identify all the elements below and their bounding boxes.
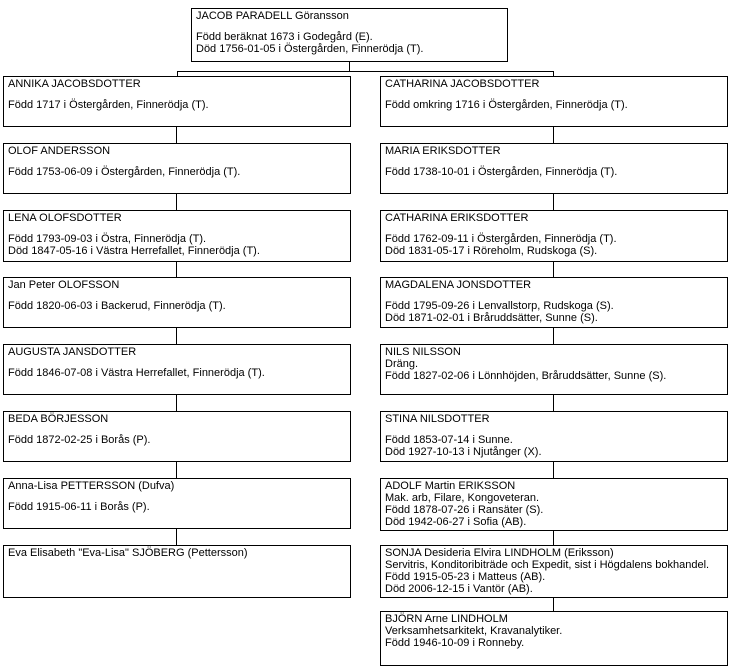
person-fact: Död 1871-02-01 i Bråruddsätter, Sunne (S). bbox=[385, 312, 598, 324]
person-occupation: Servitris, Konditoribiträde och Expedit, sist i Högdalens bokhandel. bbox=[385, 559, 710, 571]
right-connector-8 bbox=[553, 598, 554, 611]
person-name: NILS NILSSON bbox=[385, 346, 461, 358]
person-fact: Född 1795-09-26 i Lenvallstorp, Rudskoga (S). bbox=[385, 300, 614, 312]
person-fact: Född 1753-06-09 i Östergården, Finnerödja (T). bbox=[8, 166, 241, 178]
person-name: LENA OLOFSDOTTER bbox=[8, 212, 122, 224]
person-name: BEDA BÖRJESSON bbox=[8, 413, 109, 425]
left-person-box-3 bbox=[3, 210, 351, 262]
right-person-box-9 bbox=[380, 611, 728, 666]
left-person-box-2 bbox=[3, 143, 351, 194]
person-fact: Död 2006-12-15 i Vantör (AB). bbox=[385, 583, 533, 595]
person-fact: Död 1831-05-17 i Röreholm, Rudskoga (S). bbox=[385, 245, 598, 257]
person-name: MARIA ERIKSDOTTER bbox=[385, 145, 501, 157]
right-connector-3 bbox=[553, 262, 554, 277]
person-name: OLOF ANDERSSON bbox=[8, 145, 111, 157]
right-connector-1 bbox=[553, 127, 554, 143]
right-person-box-1 bbox=[380, 76, 728, 127]
person-fact: Född 1738-10-01 i Östergården, Finnerödja (T). bbox=[385, 166, 618, 178]
person-fact: Född 1946-10-09 i Ronneby. bbox=[385, 637, 525, 649]
person-fact: Född 1872-02-25 i Borås (P). bbox=[8, 434, 151, 446]
person-name: STINA NILSDOTTER bbox=[385, 413, 490, 425]
right-person-box-7 bbox=[380, 478, 728, 531]
person-fact: Född 1717 i Östergården, Finnerödja (T). bbox=[8, 99, 209, 111]
left-person-box-6 bbox=[3, 411, 351, 462]
left-person-box-7 bbox=[3, 478, 351, 529]
person-fact: Född 1793-09-03 i Östra, Finnerödja (T). bbox=[8, 233, 207, 245]
person-box-root bbox=[191, 8, 508, 62]
person-name: MAGDALENA JONSDOTTER bbox=[385, 279, 532, 291]
person-fact: Född beräknat 1673 i Godegård (E). bbox=[196, 31, 373, 43]
person-name: AUGUSTA JANSDOTTER bbox=[8, 346, 137, 358]
person-occupation: Dräng. bbox=[385, 358, 419, 370]
left-person-box-1 bbox=[3, 76, 351, 127]
person-occupation: Mak. arb, Filare, Kongoveteran. bbox=[385, 492, 540, 504]
person-name: JACOB PARADELL Göransson bbox=[196, 10, 349, 22]
person-name: ANNIKA JACOBSDOTTER bbox=[8, 78, 141, 90]
person-name: Anna-Lisa PETTERSSON (Dufva) bbox=[8, 480, 175, 492]
right-person-box-4 bbox=[380, 277, 728, 328]
person-name: BJÖRN Arne LINDHOLM bbox=[385, 613, 508, 625]
right-connector-4 bbox=[553, 328, 554, 344]
person-fact: Född 1762-09-11 i Östergården, Finnerödja (T). bbox=[385, 233, 617, 245]
left-connector-2 bbox=[176, 194, 177, 210]
right-connector-7 bbox=[553, 531, 554, 545]
right-person-box-5 bbox=[380, 344, 728, 395]
person-name: CATHARINA ERIKSDOTTER bbox=[385, 212, 529, 224]
left-connector-1 bbox=[176, 127, 177, 143]
person-fact: Född 1827-02-06 i Lönnhöjden, Bråruddsätter, Sunne (S). bbox=[385, 370, 667, 382]
left-connector-7 bbox=[176, 529, 177, 545]
right-connector-6 bbox=[553, 462, 554, 478]
right-person-box-8 bbox=[380, 545, 728, 598]
person-fact: Död 1756-01-05 i Östergården, Finnerödja (T). bbox=[196, 43, 424, 55]
left-person-box-5 bbox=[3, 344, 351, 395]
person-fact: Död 1942-06-27 i Sofia (AB). bbox=[385, 516, 527, 528]
person-fact: Född 1853-07-14 i Sunne. bbox=[385, 434, 513, 446]
left-connector-4 bbox=[176, 328, 177, 344]
left-connector-3 bbox=[176, 262, 177, 277]
person-name: Eva Elisabeth "Eva-Lisa" SJÖBERG (Pettersson) bbox=[8, 547, 248, 559]
left-person-box-8 bbox=[3, 545, 351, 598]
person-fact: Född omkring 1716 i Östergården, Finnerödja (T). bbox=[385, 99, 628, 111]
left-person-box-4 bbox=[3, 277, 351, 328]
person-fact: Född 1915-05-23 i Matteus (AB). bbox=[385, 571, 546, 583]
right-person-box-3 bbox=[380, 210, 728, 262]
right-person-box-2 bbox=[380, 143, 728, 194]
person-fact: Född 1878-07-26 i Ransäter (S). bbox=[385, 504, 544, 516]
connector-root-branch bbox=[177, 71, 553, 72]
right-person-box-6 bbox=[380, 411, 728, 462]
right-connector-5 bbox=[553, 395, 554, 411]
left-connector-6 bbox=[176, 462, 177, 478]
person-fact: Född 1915-06-11 i Borås (P). bbox=[8, 501, 150, 513]
right-connector-2 bbox=[553, 194, 554, 210]
person-occupation: Verksamhetsarkitekt, Kravanalytiker. bbox=[385, 625, 563, 637]
person-fact: Född 1846-07-08 i Västra Herrefallet, Finnerödja (T). bbox=[8, 367, 265, 379]
left-connector-5 bbox=[176, 395, 177, 411]
person-name: Jan Peter OLOFSSON bbox=[8, 279, 120, 291]
person-fact: Född 1820-06-03 i Backerud, Finnerödja (T). bbox=[8, 300, 226, 312]
person-fact: Död 1847-05-16 i Västra Herrefallet, Finnerödja (T). bbox=[8, 245, 260, 257]
person-name: SONJA Desideria Elvira LINDHOLM (Eriksson) bbox=[385, 547, 614, 559]
person-name: CATHARINA JACOBSDOTTER bbox=[385, 78, 540, 90]
person-name: ADOLF Martin ERIKSSON bbox=[385, 480, 516, 492]
person-fact: Död 1927-10-13 i Njutånger (X). bbox=[385, 446, 542, 458]
